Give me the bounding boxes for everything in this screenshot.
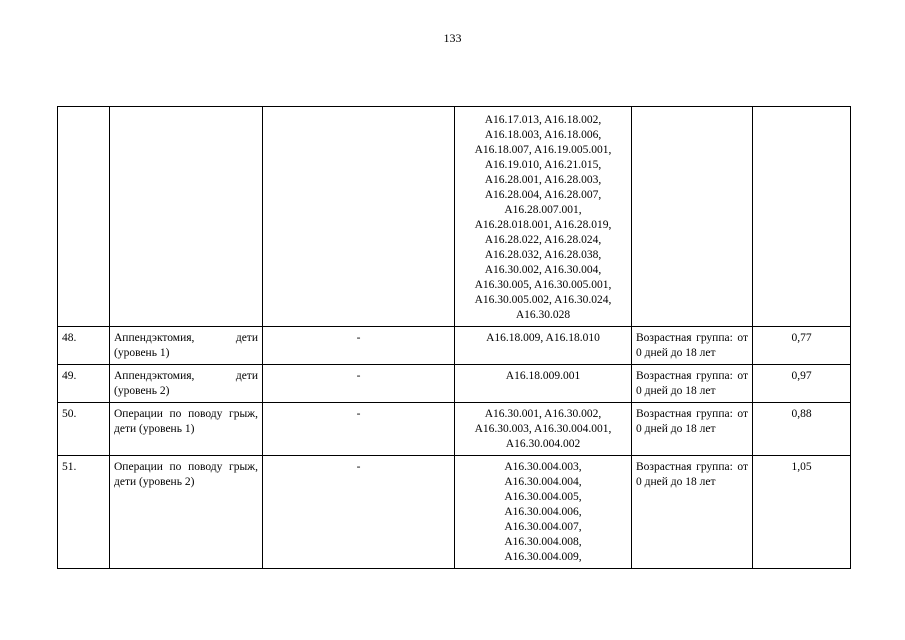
cell-dash: - [263, 365, 455, 403]
cell-criteria: Возрастная группа: от 0 дней до 18 лет [632, 327, 753, 365]
cell-coefficient: 0,97 [753, 365, 851, 403]
code-line: A16.30.004.006, [504, 506, 582, 518]
cell-dash: - [263, 456, 455, 569]
cell-number: 48. [58, 327, 110, 365]
page-number: 133 [443, 31, 462, 45]
code-line: A16.28.004, A16.28.007, [484, 189, 602, 201]
table-row [58, 365, 851, 403]
cell-criteria: Возрастная группа: от 0 дней до 18 лет [632, 403, 753, 456]
code-line: A16.30.005, A16.30.005.001, [474, 279, 612, 291]
cell-name [110, 107, 263, 327]
code-line: A16.28.022, A16.28.024, [484, 234, 602, 246]
tariff-table [57, 106, 851, 569]
table-row [58, 327, 851, 365]
cell-dash: - [263, 403, 455, 456]
cell-coefficient: 1,05 [753, 456, 851, 569]
cell-codes [455, 365, 632, 403]
cell-name: Аппендэктомия, дети (уровень 1) [110, 327, 263, 365]
cell-criteria [632, 107, 753, 327]
cell-codes [455, 107, 632, 327]
code-line: A16.30.004.002 [505, 438, 581, 450]
code-line: A16.30.028 [515, 309, 571, 321]
code-line: A16.19.010, A16.21.015, [484, 159, 602, 171]
code-line: A16.28.032, A16.28.038, [484, 249, 602, 261]
table-row-continuation [58, 107, 851, 327]
code-line: A16.30.002, A16.30.004, [484, 264, 602, 276]
code-line: A16.30.005.002, A16.30.024, [474, 294, 612, 306]
cell-codes [455, 403, 632, 456]
code-line: A16.30.004.007, [504, 521, 582, 533]
code-line: A16.17.013, A16.18.002, [484, 114, 602, 126]
code-line: A16.28.018.001, A16.28.019, [474, 219, 612, 231]
cell-criteria: Возрастная группа: от 0 дней до 18 лет [632, 365, 753, 403]
cell-codes [455, 456, 632, 569]
table-row [58, 456, 851, 569]
cell-number: 50. [58, 403, 110, 456]
cell-coefficient: 0,77 [753, 327, 851, 365]
cell-name: Операции по поводу грыж, дети (уровень 1) [110, 403, 263, 456]
table-row [58, 403, 851, 456]
code-line: A16.30.003, A16.30.004.001, [474, 423, 612, 435]
code-line: A16.30.004.008, [504, 536, 582, 548]
code-line: A16.30.004.004, [504, 476, 582, 488]
cell-criteria: Возрастная группа: от 0 дней до 18 лет [632, 456, 753, 569]
cell-dash: - [263, 327, 455, 365]
code-line: A16.18.009, A16.18.010 [486, 332, 600, 344]
code-line: A16.18.003, A16.18.006, [484, 129, 602, 141]
code-line: A16.30.001, A16.30.002, [484, 408, 602, 420]
cell-codes [455, 327, 632, 365]
cell-coefficient [753, 107, 851, 327]
cell-dash [263, 107, 455, 327]
code-line: A16.30.004.003, [504, 461, 582, 473]
code-line: A16.18.007, A16.19.005.001, [474, 144, 612, 156]
cell-coefficient: 0,88 [753, 403, 851, 456]
code-line: A16.18.009.001 [505, 370, 581, 382]
code-line: A16.28.001, A16.28.003, [484, 174, 602, 186]
code-line: A16.28.007.001, [504, 204, 582, 216]
cell-name: Аппендэктомия, дети (уровень 2) [110, 365, 263, 403]
cell-number [58, 107, 110, 327]
code-line: A16.30.004.009, [504, 551, 582, 563]
cell-number: 49. [58, 365, 110, 403]
cell-name: Операции по поводу грыж, дети (уровень 2) [110, 456, 263, 569]
code-line: A16.30.004.005, [504, 491, 582, 503]
cell-number: 51. [58, 456, 110, 569]
